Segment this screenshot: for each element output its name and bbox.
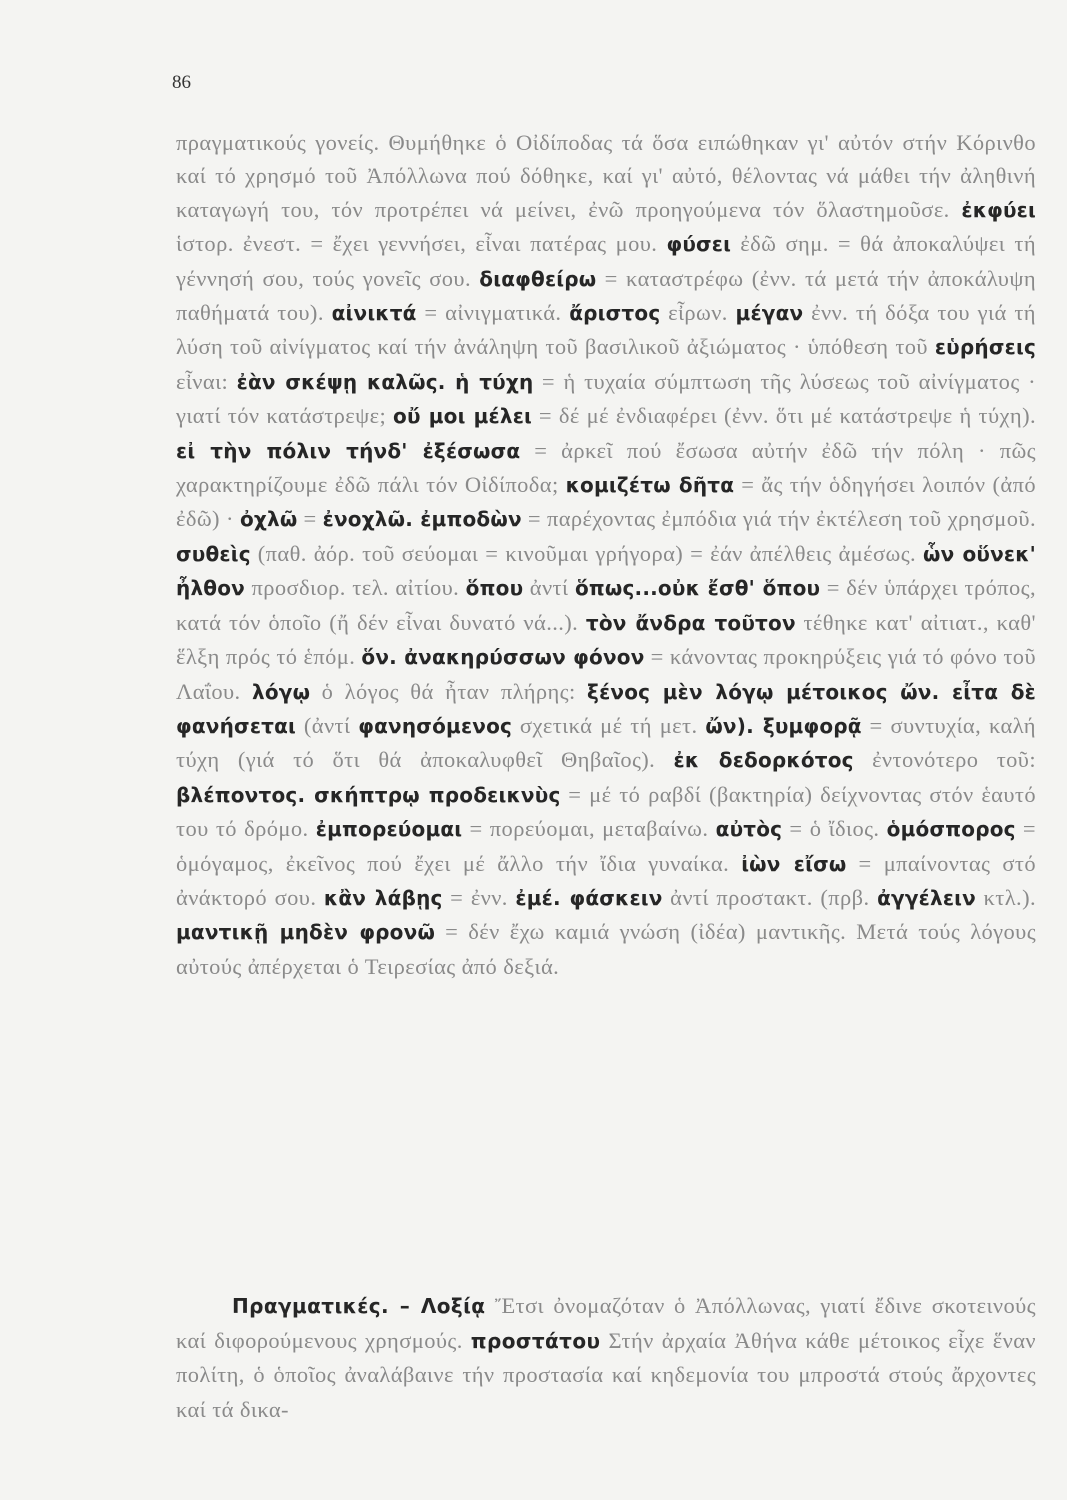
headword: κἂν λάβῃς (323, 885, 443, 910)
gloss-text: = ἡ τυχαία σύμπτωση τῆς λύσεως τοῦ αἰνίγματος · γιατί τόν κατάστρεψε; (176, 368, 1036, 429)
gloss-text: = πορεύομαι, μεταβαίνω. (462, 816, 716, 842)
headword: ὁμόσπορος (886, 817, 1016, 842)
headword: ἰὼν εἴσω (741, 851, 847, 876)
gloss-text: (παθ. ἀόρ. τοῦ σεύομαι = κινοῦμαι γρήγορα) = ἐάν ἀπέλθεις ἀμέσως. (250, 540, 923, 566)
gloss-text: ἱστορ. ἐνεστ. = ἔχει γεννήσει, εἶναι πατέρας μου. (176, 231, 667, 257)
headword: ὅπως...οὐκ ἔσθ' ὅπου (574, 576, 821, 601)
gloss-text: = αἰνιγματικά. (416, 300, 570, 326)
headword: ὧν οὕνεκ' ἦλθον (176, 541, 1036, 601)
headword: βλέποντος. σκήπτρῳ προδεικνὺς (176, 782, 561, 807)
headword: εὑρήσεις (934, 335, 1036, 360)
headword: αὐτὸς (715, 817, 783, 842)
gloss-text: = μπαίνοντας στό ἀνάκτορό σου. (176, 850, 1037, 910)
headword: ἐμπορεύομαι (315, 817, 463, 842)
headword: ἐὰν σκέψῃ καλῶς. ἡ τύχη (236, 369, 534, 394)
gloss-text: Ἔτσι ὀνομαζόταν ὁ Ἀπόλλωνας, γιατί ἔδινε σκοτεινούς καί διφορούμενους χρησμούς. (176, 1293, 1036, 1353)
gloss-text: = ὁ ἴδιος. (782, 816, 887, 842)
headword: ἐμέ. φάσκειν (515, 885, 663, 910)
gloss-text: εἶρων. (660, 300, 736, 326)
headword: μέγαν (735, 301, 804, 326)
gloss-text: = δέν ἔχω καμιά γνώση (ἰδέα) μαντικῆς. Μετά τούς λόγους αὐτούς ἀπέρχεται ὁ Τειρεσίας ἀπό δεξιά. (176, 919, 1037, 979)
gloss-text: = παρέχοντας ἐμπόδια γιά τήν ἐκτέλεση τοῦ χρησμοῦ. (521, 506, 1036, 532)
gloss-text: = ὁμόγαμος, ἐκεῖνος πού ἔχει μέ ἄλλο τήν ἴδια γυναίκα. (176, 816, 1036, 876)
page-number: 86 (172, 72, 191, 93)
headword: μαντικῇ μηδὲν φρονῶ (176, 920, 436, 945)
headword: ἐνοχλῶ. ἐμποδὼν (322, 507, 522, 532)
gloss-text: εἶναι: (176, 368, 237, 394)
gloss-text: ὁ λόγος θά ἦταν πλήρης: (310, 678, 588, 704)
gloss-text: = ἐνν. (442, 884, 516, 910)
headword: ἐκφύει (961, 197, 1036, 222)
headword: ἄριστος (569, 301, 661, 326)
headword: λόγῳ (251, 679, 311, 704)
gloss-text: τέθηκε κατ' αἰτιατ., καθ' ἕλξη πρός τό ἑπόμ. (176, 609, 1036, 670)
headword: προστάτου (470, 1328, 601, 1353)
gloss-text: κτλ.). (976, 884, 1036, 910)
headword: ξένος μὲν λόγῳ μέτοικος ὤν. εἶτα δὲ φανήσεται (176, 679, 1036, 738)
headword: κομιζέτω δῆτα (565, 473, 735, 498)
headword: ὅν. ἀνακηρύσσων φόνον (361, 645, 645, 670)
gloss-text: ἐντονότερο τοῦ: (853, 747, 1036, 773)
headword: Πραγματικές. – Λοξίᾳ (232, 1294, 486, 1318)
gloss-text: σχετικά μέ τή μετ. (512, 712, 706, 738)
commentary-paragraph (176, 126, 1036, 983)
headword: φύσει (666, 232, 732, 257)
headword: αἰνικτά (331, 301, 417, 326)
headword: ὅπου (465, 576, 524, 601)
headword: ἐκ δεδορκότος (673, 748, 854, 773)
gloss-text: ἀντί (523, 575, 575, 601)
gloss-text: πραγματικούς γονείς. Θυμήθηκε ὁ Οἰδίποδας τά ὅσα ειπώθηκαν γι' αὐτόν στήν Κόρινθο καί τό χρησμό τοῦ Ἀπόλλωνα πού δόθηκε, καί γι' αὐτό, θέλοντας νά μάθει τήν ἀληθινή καταγωγή του, τόν προτρέπει νά μείνει, ἐνῶ προηγούμενα τόν ὅλαστημοῦσε. (176, 130, 1036, 222)
headword: διαφθείρω (479, 266, 597, 291)
gloss-text: = ἄς τήν ὁδηγήσει λοιπόν (ἀπό ἐδῶ) · (176, 472, 1036, 532)
gloss-text: ἀντί προστακτ. (πρβ. (662, 884, 878, 910)
headword: φανησόμενος (358, 713, 513, 738)
headword: εἰ τὴν πόλιν τήνδ' ἐξέσωσα (176, 438, 521, 463)
gloss-text: = δέ μέ ἐνδιαφέρει (ἐνν. ὅτι μέ κατάστρεψε ἡ τύχη). (532, 403, 1036, 429)
gloss-text: = δέν ὑπάρχει τρόπος, κατά τόν ὁποῖο (ἤ δέν εἶναι δυνατό νά...). (176, 575, 1036, 635)
gloss-text: = ἀρκεῖ πού ἔσωσα αὐτήν ἐδῶ τήν πόλη · πῶς χαρακτηρίζουμε ἐδῶ πάλι τόν Οἰδίποδα; (176, 437, 1036, 498)
gloss-text: ἐδῶ σημ. = θά ἀποκαλύψει τή γέννησή σου, τούς γονεῖς σου. (176, 231, 1036, 291)
gloss-text: = κάνοντας προκηρύξεις γιά τό φόνο τοῦ Λαΐου. (176, 644, 1037, 704)
gloss-text: = συντυχία, καλή τύχη (γιά τό ὅτι θά ἀποκαλυφθεῖ Θηβαῖος). (176, 712, 1036, 773)
headword: οὔ μοι μέλει (393, 404, 533, 429)
headword: συθεὶς (176, 541, 251, 566)
gloss-text: = (297, 506, 323, 532)
gloss-text: Στήν ἀρχαία Ἀθήνα κάθε μέτοικος εἶχε ἕναν πολίτη, ὁ ὁποῖος ἀναλάβαινε τήν προστασία καί κηδεμονία του μπροστά στούς ἄρχοντες καί τά δικα- (176, 1327, 1036, 1422)
footnote-paragraph (176, 1289, 1036, 1427)
gloss-text: (ἀντί (296, 712, 359, 738)
gloss-text: = μέ τό ραβδί (βακτηρία) δείχνοντας στόν ἑαυτό του τό δρόμο. (176, 781, 1037, 842)
gloss-text: = καταστρέφω (ἐνν. τά μετά τήν ἀποκάλυψη παθήματά του). (176, 265, 1036, 326)
gloss-text: προσδιορ. τελ. αἰτίου. (245, 575, 466, 601)
note-indent (176, 1293, 232, 1318)
headword: ὀχλῶ (239, 507, 298, 532)
gloss-text: ἐνν. τή δόξα του γιά τή λύση τοῦ αἰνίγματος καί τήν ἀνάληψη τοῦ βασιλικοῦ ἀξιώματος · ὑπόθεση τοῦ (176, 300, 1036, 360)
headword: ἀγγέλειν (877, 885, 976, 910)
headword: ὤν). ξυμφορᾷ (705, 713, 862, 738)
headword: τὸν ἄνδρα τοῦτον (585, 610, 796, 635)
